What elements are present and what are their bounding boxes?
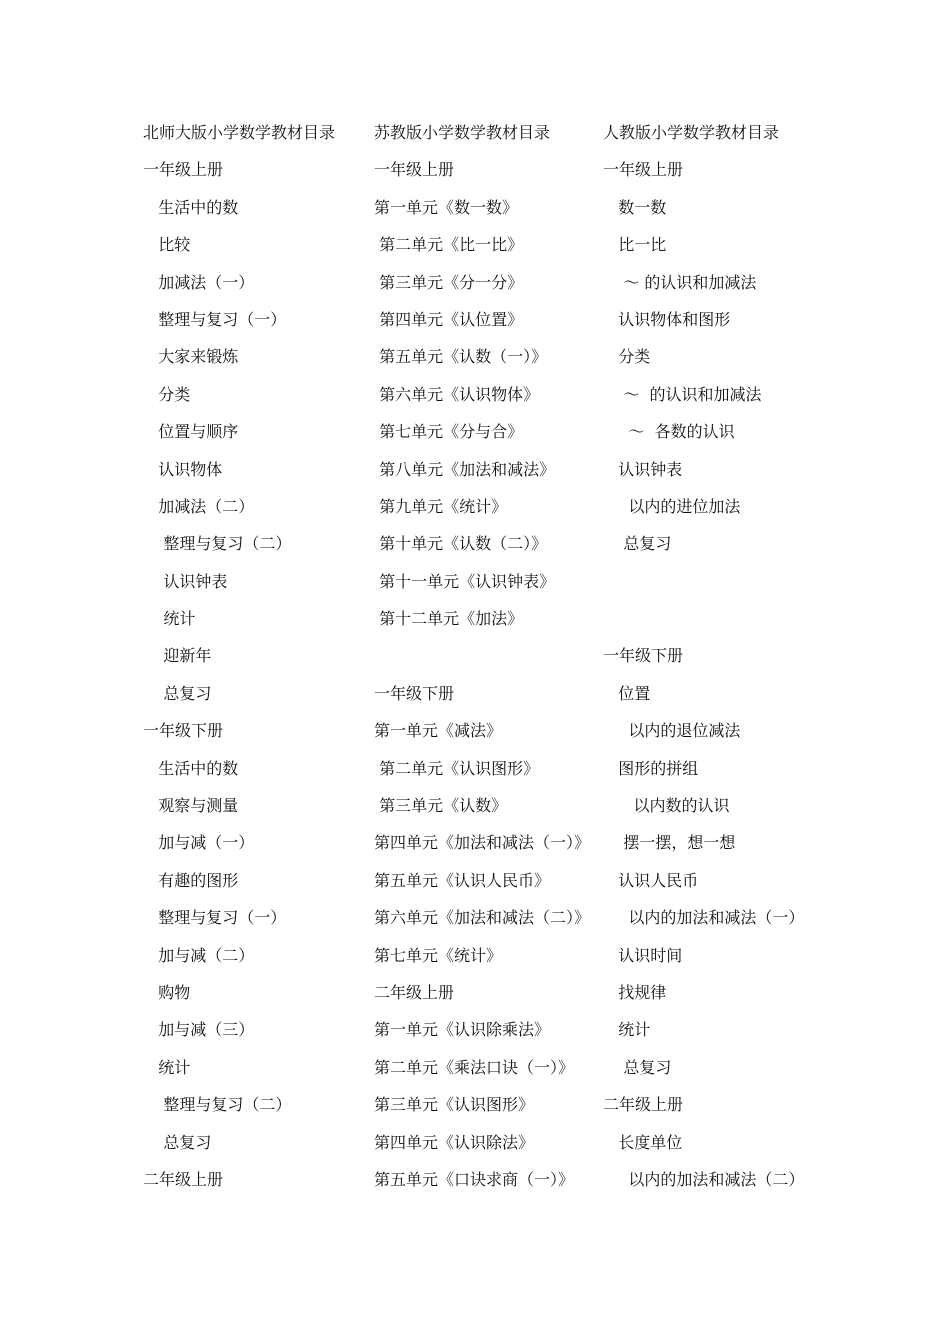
toc-line: ～ 各数的认识 xyxy=(603,422,735,442)
toc-line: 第十一单元《认识钟表》 xyxy=(374,571,556,591)
toc-line: 加减法（二） xyxy=(143,496,255,516)
toc-line: 认识钟表 xyxy=(143,571,228,591)
toc-line: 加与减（二） xyxy=(143,945,255,965)
toc-line: 统计 xyxy=(603,1020,651,1040)
toc-line: 第六单元《加法和减法（二）》 xyxy=(374,908,591,928)
toc-line: 第四单元《加法和减法（一）》 xyxy=(374,833,591,853)
column-title: 苏教版小学数学教材目录 xyxy=(374,123,551,142)
toc-line: ～ 的认识和加减法 xyxy=(603,272,757,292)
toc-line: 生活中的数 xyxy=(143,197,239,217)
toc-line: 一年级下册 xyxy=(603,646,684,666)
toc-line: 以内的进位加法 xyxy=(603,496,741,516)
toc-line: 以内数的认识 xyxy=(603,796,730,816)
column-title: 北师大版小学数学教材目录 xyxy=(143,123,336,142)
toc-line: 一年级上册 xyxy=(374,160,455,180)
toc-line: 整理与复习（一） xyxy=(143,908,287,928)
toc-line: 一年级下册 xyxy=(374,683,455,703)
toc-line: 位置与顺序 xyxy=(143,422,239,442)
toc-line: 第九单元《统计》 xyxy=(374,496,508,516)
toc-line: 总复习 xyxy=(143,683,212,703)
toc-line: 比一比 xyxy=(603,235,667,255)
pep-column xyxy=(603,118,843,1202)
toc-line: 二年级上册 xyxy=(603,1095,684,1115)
toc-line: 生活中的数 xyxy=(143,758,239,778)
toc-line: 第一单元《数一数》 xyxy=(374,197,519,217)
toc-line: 以内的加法和减法（一） xyxy=(603,908,805,928)
toc-line: 一年级上册 xyxy=(143,160,224,180)
toc-line: 认识时间 xyxy=(603,945,683,965)
toc-line: 购物 xyxy=(143,982,191,1002)
toc-line: 认识人民币 xyxy=(603,870,699,890)
toc-line: 观察与测量 xyxy=(143,796,239,816)
toc-line: 比较 xyxy=(143,235,191,255)
toc-line: 第二单元《认识图形》 xyxy=(374,758,540,778)
toc-line xyxy=(374,641,599,678)
toc-line: 加减法（一） xyxy=(143,272,255,292)
toc-line: 第五单元《口诀求商（一）》 xyxy=(374,1169,575,1189)
toc-line: 一年级下册 xyxy=(143,721,224,741)
toc-line: 分类 xyxy=(143,384,191,404)
toc-line: 摆一摆，想一想 xyxy=(603,833,736,853)
toc-line: 以内的退位减法 xyxy=(603,721,741,741)
sujiao-column xyxy=(374,118,599,1202)
toc-line: 以内的加法和减法（二） xyxy=(603,1169,805,1189)
toc-line: 第六单元《认识物体》 xyxy=(374,384,540,404)
toc-line: 第八单元《加法和减法》 xyxy=(374,459,556,479)
toc-line: 加与减（一） xyxy=(143,833,255,853)
toc-line: 第四单元《认识除法》 xyxy=(374,1132,535,1152)
toc-line: 位置 xyxy=(603,683,651,703)
toc-line: 第五单元《认数（一）》 xyxy=(374,347,548,367)
toc-line: 第七单元《统计》 xyxy=(374,945,503,965)
toc-line: 总复习 xyxy=(603,1057,672,1077)
toc-line: 总复习 xyxy=(143,1132,212,1152)
toc-line: 第一单元《减法》 xyxy=(374,721,503,741)
toc-line: 第七单元《分与合》 xyxy=(374,422,524,442)
toc-line: 整理与复习（一） xyxy=(143,309,287,329)
toc-line: 二年级上册 xyxy=(374,982,455,1002)
toc-line: 有趣的图形 xyxy=(143,870,239,890)
toc-line: 第二单元《乘法口诀（一）》 xyxy=(374,1057,575,1077)
bnu-column xyxy=(143,118,368,1202)
toc-line: 迎新年 xyxy=(143,646,212,666)
toc-line: 统计 xyxy=(143,1057,191,1077)
toc-line: 第五单元《认识人民币》 xyxy=(374,870,551,890)
column-title: 人教版小学数学教材目录 xyxy=(603,123,780,142)
toc-line: 第三单元《认识图形》 xyxy=(374,1095,535,1115)
toc-line: 第一单元《认识除乘法》 xyxy=(374,1020,551,1040)
toc-line: 认识物体 xyxy=(143,459,223,479)
toc-line: 找规律 xyxy=(603,982,667,1002)
toc-line: 认识钟表 xyxy=(603,459,683,479)
toc-line xyxy=(603,567,843,604)
toc-line: 整理与复习（二） xyxy=(143,534,292,554)
toc-line: 长度单位 xyxy=(603,1132,683,1152)
toc-line: 第四单元《认位置》 xyxy=(374,309,524,329)
toc-line: 第三单元《分一分》 xyxy=(374,272,524,292)
toc-line: 二年级上册 xyxy=(143,1169,224,1189)
toc-line: 认识物体和图形 xyxy=(603,309,731,329)
toc-line: 第十二单元《加法》 xyxy=(374,609,524,629)
toc-line: 整理与复习（二） xyxy=(143,1095,292,1115)
toc-line: 分类 xyxy=(603,347,651,367)
toc-line: 统计 xyxy=(143,609,196,629)
toc-line: 加与减（三） xyxy=(143,1020,255,1040)
toc-line: 一年级上册 xyxy=(603,160,684,180)
toc-line: 数一数 xyxy=(603,197,667,217)
toc-line: ～ 的认识和加减法 xyxy=(603,384,762,404)
toc-line xyxy=(603,604,843,641)
toc-line: 第二单元《比一比》 xyxy=(374,235,524,255)
toc-line: 总复习 xyxy=(603,534,672,554)
toc-line: 图形的拼组 xyxy=(603,758,699,778)
toc-line: 第三单元《认数》 xyxy=(374,796,508,816)
toc-line: 大家来锻炼 xyxy=(143,347,239,367)
toc-line: 第十单元《认数（二）》 xyxy=(374,534,548,554)
